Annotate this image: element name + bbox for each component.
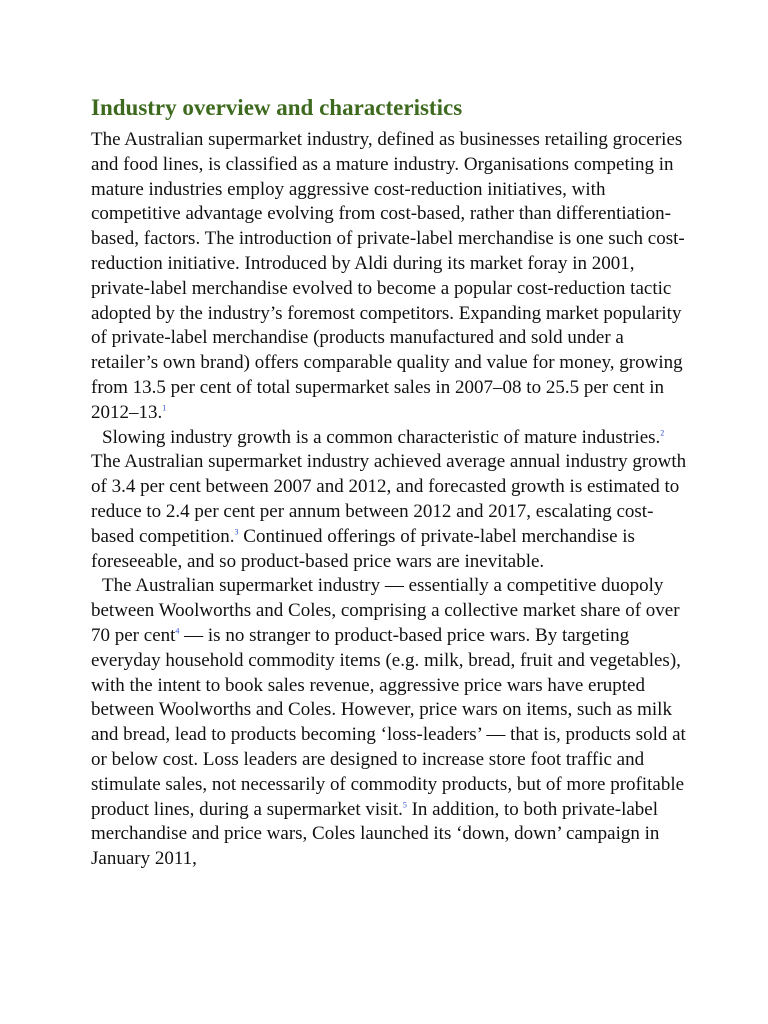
- footnote-ref-link[interactable]: 5: [402, 800, 407, 810]
- paragraph-text: The Australian supermarket industry, defined as businesses retailing groceries and food lines, is classified as a mature industry. Organisations competing in mature industries employ aggressive cost-reduction initiatives, with competitive advantage evolving from cost-based, rather than differentiation-based, factors. The introduction of private-label merchandise is one such cost-reduction initiative. Introduced by Aldi during its market foray in 2001, private-label merchandise evolved to become a popular cost-reduction tactic adopted by the industry’s foremost competitors. Expanding market popularity of private-label merchandise (products manufactured and sold under a retailer’s own brand) offers comparable quality and value for money, growing from 13.5 per cent of total supermarket sales in 2007–08 to 25.5 per cent in 2012–13.: [91, 129, 685, 423]
- body-text: [91, 128, 691, 872]
- paragraph-2: [91, 426, 691, 575]
- paragraph-text: In addition, to both private-label merchandise and price wars, Coles launched its ‘down, down’ campaign in January 2011,: [91, 798, 660, 870]
- footnote-ref-link[interactable]: 4: [175, 626, 180, 636]
- paragraph-text: — is no stranger to product-based price wars. By targeting everyday household commodity items (e.g. milk, bread, fruit and vegetables), with the intent to book sales revenue, aggressive price wars have erupted between Woolworths and Coles. However, price wars on items, such as milk and bread, lead to products becoming ‘loss-leaders’ — that is, products sold at or below cost. Loss leaders are designed to increase store foot traffic and stimulate sales, not necessarily of commodity products, but of more profitable product lines, during a supermarket visit.: [91, 624, 686, 820]
- paragraph-text: The Australian supermarket industry — essentially a competitive duopoly between Woolworths and Coles, comprising a collective market share of over 70 per cent: [91, 575, 680, 646]
- paragraph-text: The Australian supermarket industry achieved average annual industry growth of 3.4 per cent between 2007 and 2012, and forecasted growth is estimated to reduce to 2.4 per cent per annum between 2012 and 2017, escalating cost-based competition.: [91, 451, 687, 547]
- footnote-ref-link[interactable]: 3: [234, 527, 239, 537]
- document-page: [91, 92, 691, 872]
- paragraph-3: [91, 574, 691, 872]
- footnote-ref-link[interactable]: 2: [660, 428, 665, 438]
- section-heading: Industry overview and characteristics: [91, 95, 463, 120]
- paragraph-text: Slowing industry growth is a common characteristic of mature industries.: [102, 426, 661, 448]
- paragraph-1: [91, 128, 691, 426]
- paragraph-text: Continued offerings of private-label merchandise is foreseeable, and so product-based price wars are inevitable.: [91, 525, 635, 572]
- footnote-ref-link[interactable]: 1: [162, 403, 167, 413]
